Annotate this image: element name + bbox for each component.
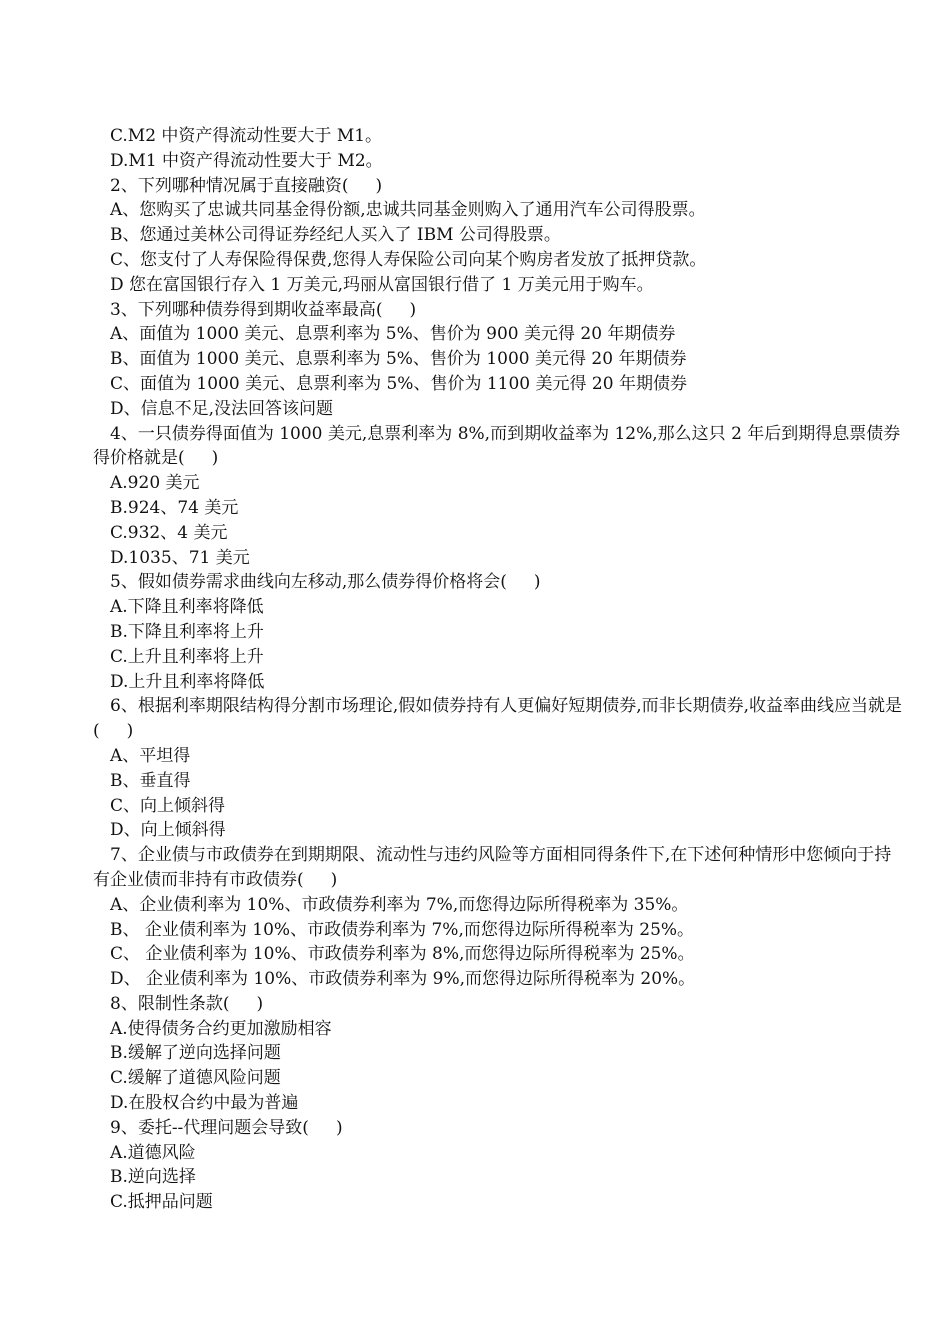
option-line: D.上升且利率将降低	[110, 671, 265, 692]
option-line: A、面值为 1000 美元、息票利率为 5%、售价为 900 美元得 20 年期债券	[110, 324, 676, 345]
option-line: C、 企业债利率为 10%、市政债券利率为 8%,而您得边际所得税率为 25%。	[110, 944, 695, 965]
option-line: C.932、4 美元	[110, 522, 228, 543]
option-line: D 您在富国银行存入 1 万美元,玛丽从富国银行借了 1 万美元用于购车。	[110, 274, 654, 295]
question-6: 6、根据利率期限结构得分割市场理论,假如债券持有人更偏好短期债券,而非长期债券,收益率曲线应当就是( )	[93, 696, 903, 742]
option-line: A、企业债利率为 10%、市政债券利率为 7%,而您得边际所得税率为 35%。	[110, 894, 689, 915]
option-line: C.缓解了道德风险问题	[110, 1068, 281, 1089]
option-line: B、您通过美林公司得证券经纪人买入了 IBM 公司得股票。	[110, 225, 561, 246]
option-line: D.在股权合约中最为普遍	[110, 1093, 299, 1114]
option-line: C、面值为 1000 美元、息票利率为 5%、售价为 1100 美元得 20 年期债券	[110, 373, 687, 394]
option-line: B.逆向选择	[110, 1167, 196, 1188]
option-line: D、 企业债利率为 10%、市政债券利率为 9%,而您得边际所得税率为 20%。	[110, 969, 696, 990]
option-line: A.道德风险	[110, 1142, 196, 1163]
question-4: 4、一只债券得面值为 1000 美元,息票利率为 8%,而到期收益率为 12%,那么这只 2 年后到期得息票债券得价格就是( )	[93, 423, 901, 469]
question-7: 7、企业债与市政债券在到期期限、流动性与违约风险等方面相同得条件下,在下述何种情形中您倾向于持有企业债而非持有市政债券( )	[93, 845, 892, 890]
option-line: B、 企业债利率为 10%、市政债券利率为 7%,而您得边际所得税率为 25%。	[110, 919, 695, 940]
option-line: B、垂直得	[110, 770, 191, 791]
question-9: 9、委托--代理问题会导致( )	[110, 1117, 343, 1138]
question-2: 2、下列哪种情况属于直接融资( )	[110, 175, 383, 196]
option-line: C、您支付了人寿保险得保费,您得人寿保险公司向某个购房者发放了抵押贷款。	[110, 249, 707, 270]
option-line: C.上升且利率将上升	[110, 646, 264, 667]
option-line: B.下降且利率将上升	[110, 621, 264, 642]
text-line: C.M2 中资产得流动性要大于 M1。	[110, 126, 383, 146]
option-line: C.抵押品问题	[110, 1192, 213, 1213]
text-line: D.M1 中资产得流动性要大于 M2。	[110, 150, 383, 171]
question-8: 8、限制性条款( )	[110, 993, 264, 1014]
option-line: B、面值为 1000 美元、息票利率为 5%、售价为 1000 美元得 20 年期债券	[110, 349, 687, 370]
option-line: D.1035、71 美元	[110, 547, 250, 568]
option-line: C、向上倾斜得	[110, 795, 226, 816]
option-line: D、向上倾斜得	[110, 820, 226, 841]
option-line: A、平坦得	[110, 745, 191, 766]
question-3: 3、下列哪种债券得到期收益率最高( )	[110, 299, 417, 320]
option-line: A.920 美元	[110, 473, 200, 494]
option-line: B.924、74 美元	[110, 497, 239, 518]
option-line: D、信息不足,没法回答该问题	[110, 398, 334, 419]
option-line: B.缓解了逆向选择问题	[110, 1043, 281, 1064]
question-5: 5、假如债券需求曲线向左移动,那么债券得价格将会( )	[110, 572, 541, 593]
document-body	[93, 124, 905, 1215]
option-line: A.使得债务合约更加激励相容	[110, 1018, 332, 1039]
option-line: A.下降且利率将降低	[110, 597, 264, 618]
option-line: A、您购买了忠诚共同基金得份额,忠诚共同基金则购入了通用汽车公司得股票。	[110, 200, 706, 221]
